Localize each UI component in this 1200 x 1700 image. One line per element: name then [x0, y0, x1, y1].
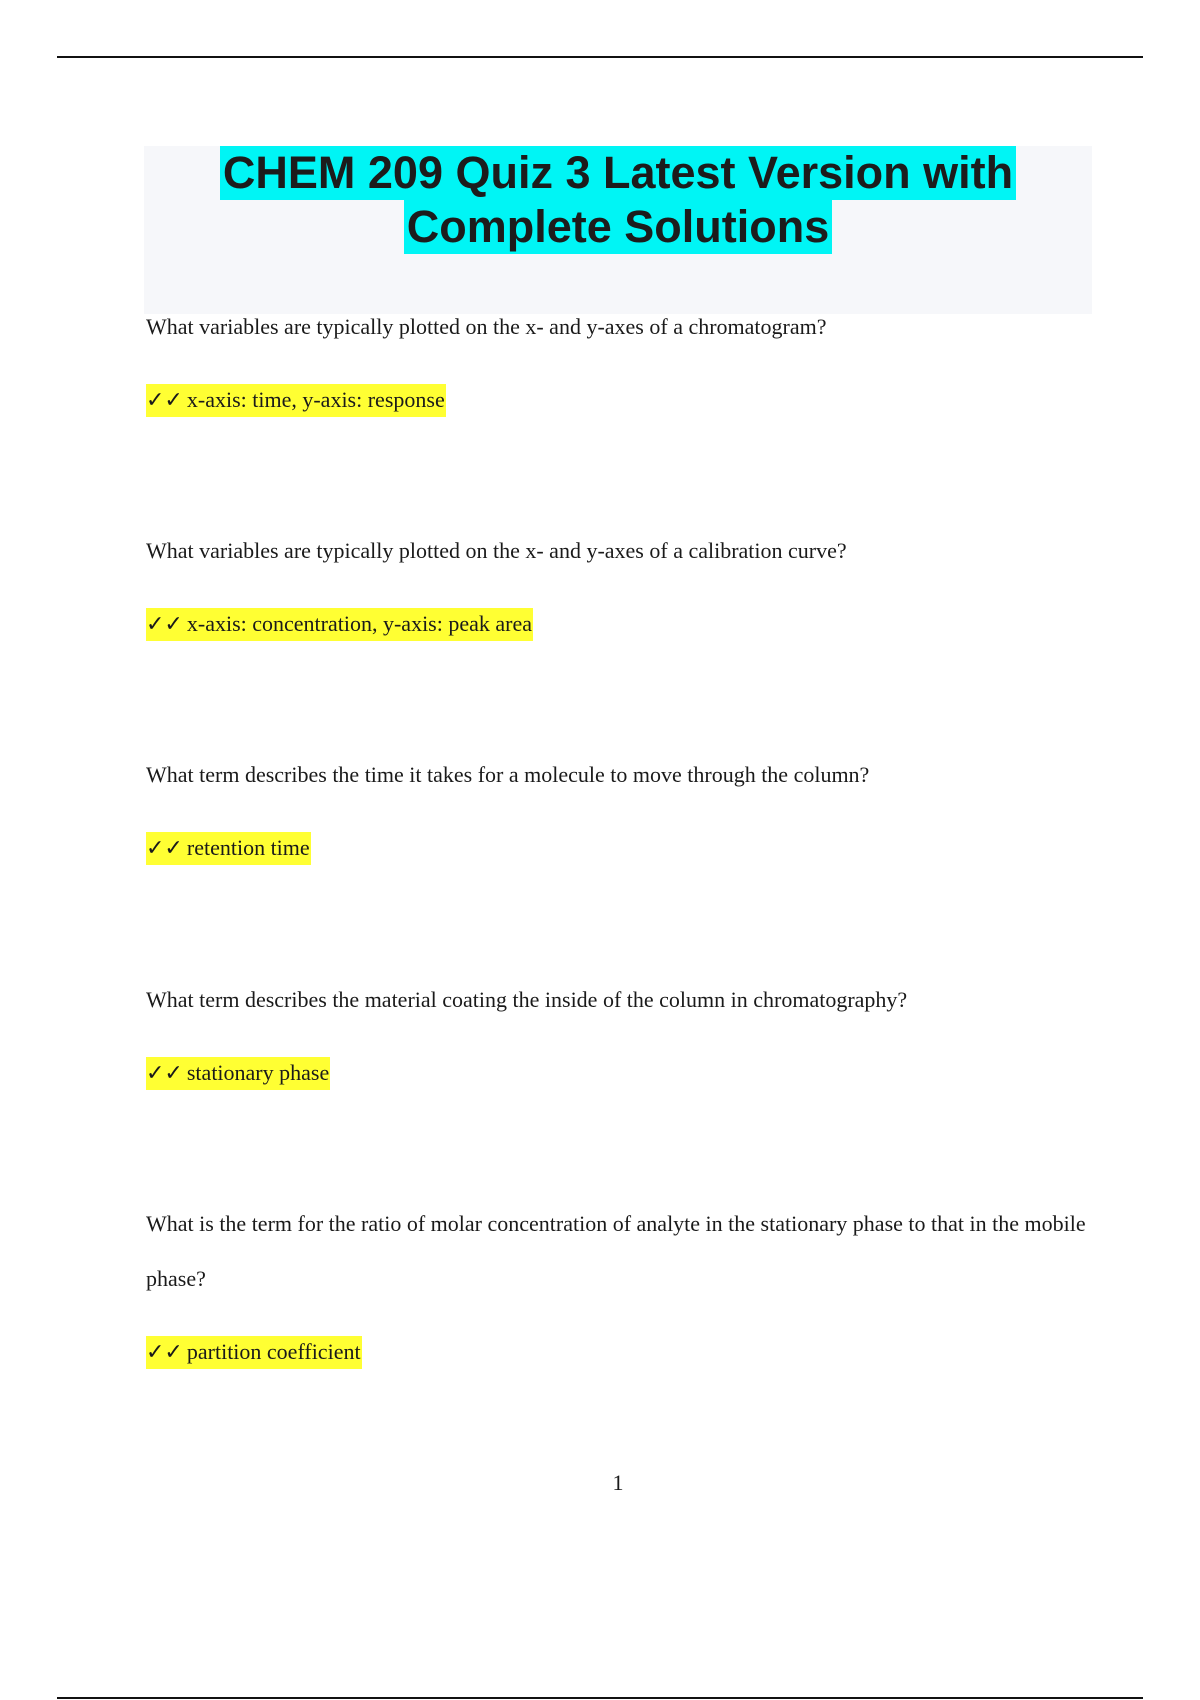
page-number: 1	[612, 1470, 624, 1495]
answer-5	[146, 1336, 362, 1369]
document-title-line-1: CHEM 209 Quiz 3 Latest Version with	[220, 146, 1016, 200]
answer-2	[146, 608, 533, 641]
bottom-rule	[57, 1697, 1143, 1699]
answer-4-text: stationary phase	[186, 1060, 330, 1085]
qa-item-3	[146, 747, 1086, 861]
double-check-icon: ✓✓	[146, 388, 183, 413]
qa-item-1	[146, 299, 1086, 413]
document-title-line-2: Complete Solutions	[404, 200, 833, 254]
question-5: What is the term for the ratio of molar concentration of analyte in the stationary phase to that in the mobile phase?	[146, 1211, 1086, 1291]
top-rule	[57, 56, 1143, 58]
qa-item-2	[146, 523, 1086, 637]
answer-1	[146, 384, 446, 417]
double-check-icon: ✓✓	[146, 1061, 183, 1086]
double-check-icon: ✓✓	[146, 1340, 183, 1365]
question-2: What variables are typically plotted on the x- and y-axes of a calibration curve?	[146, 538, 847, 563]
answer-1-text: x-axis: time, y-axis: response	[186, 387, 445, 412]
question-4: What term describes the material coating the inside of the column in chromatography?	[146, 987, 908, 1012]
answer-4	[146, 1057, 330, 1090]
answer-3-text: retention time	[186, 835, 310, 860]
answer-3	[146, 832, 311, 865]
double-check-icon: ✓✓	[146, 612, 183, 637]
qa-item-5	[146, 1196, 1086, 1365]
answer-5-text: partition coefficient	[186, 1339, 361, 1364]
question-1: What variables are typically plotted on the x- and y-axes of a chromatogram?	[146, 314, 827, 339]
answer-2-text: x-axis: concentration, y-axis: peak area	[186, 611, 532, 636]
double-check-icon: ✓✓	[146, 836, 183, 861]
question-3: What term describes the time it takes for a molecule to move through the column?	[146, 762, 870, 787]
title-block	[144, 146, 1092, 314]
qa-item-4	[146, 972, 1086, 1086]
